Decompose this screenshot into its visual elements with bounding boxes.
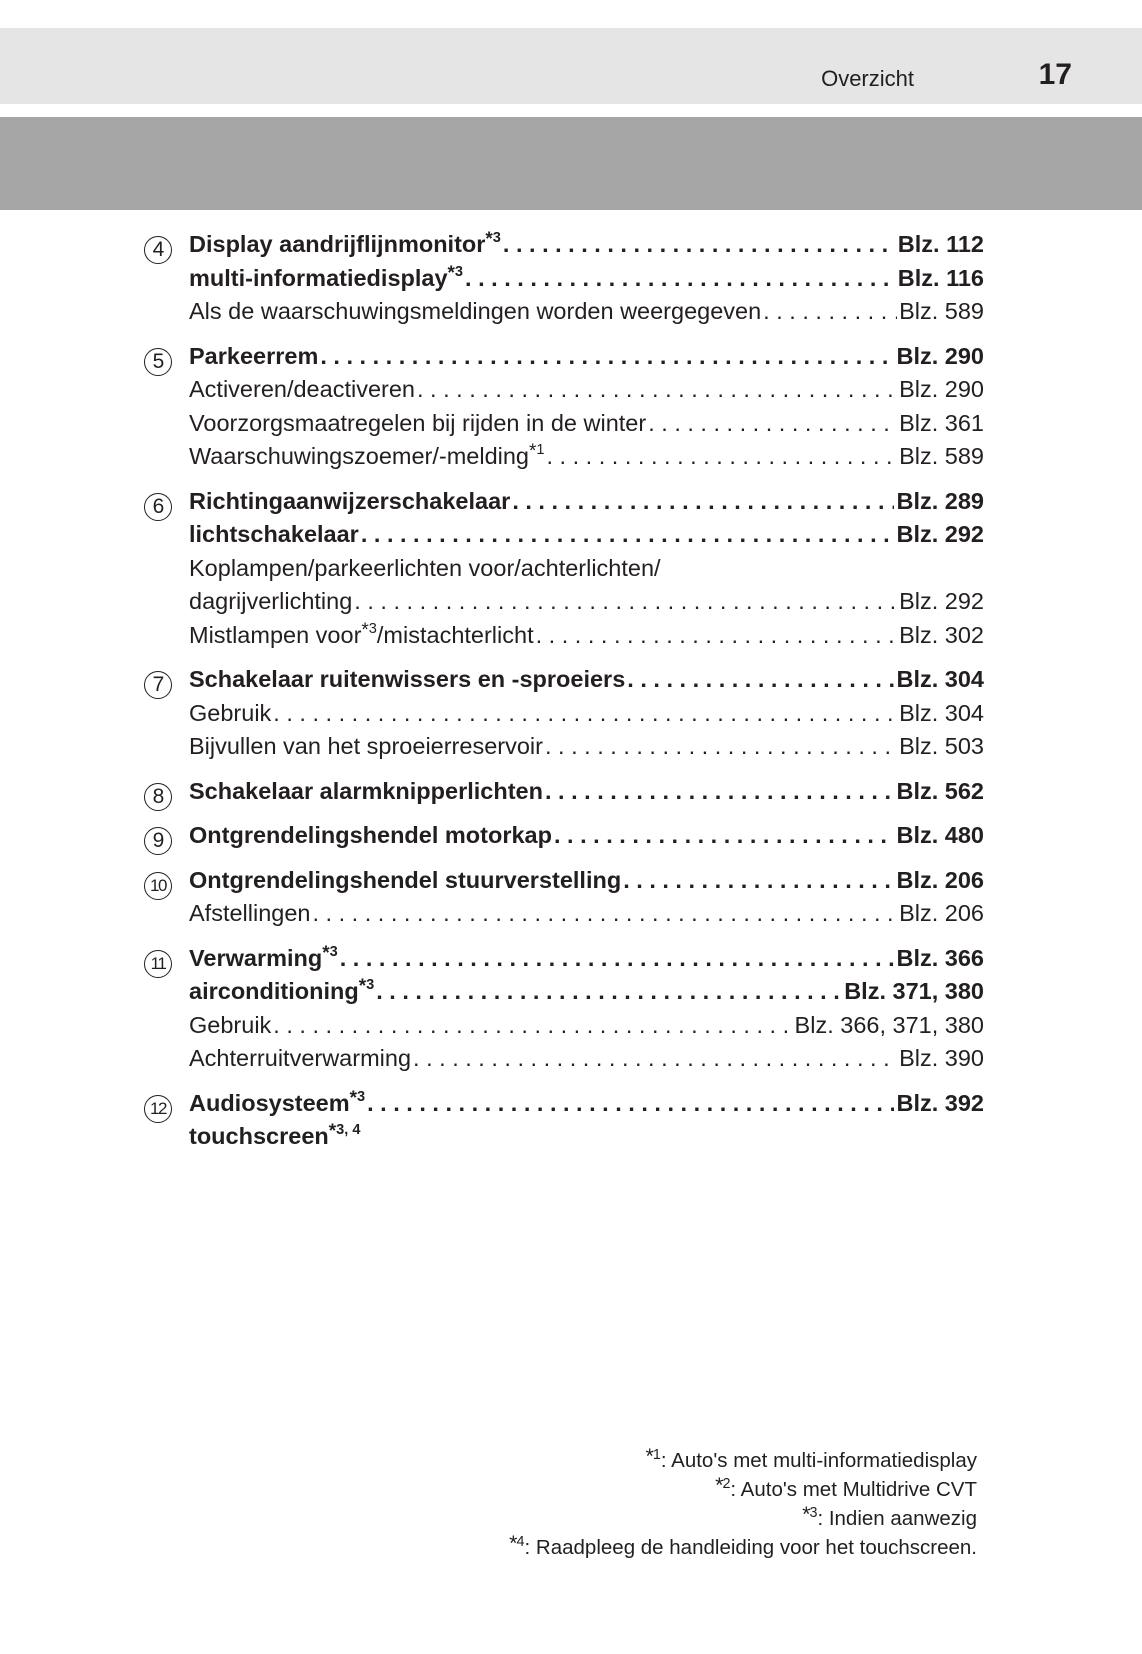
index-subentry [189, 585, 984, 619]
footnote-ref-number: 3, 4 [336, 1122, 361, 1138]
index-entry [189, 864, 984, 898]
index-group [144, 864, 984, 931]
dot-leader [627, 663, 894, 697]
entry-label [189, 775, 543, 809]
dot-leader [465, 262, 896, 296]
entry-label [189, 585, 352, 619]
index-entry [189, 485, 984, 519]
item-number-badge: 9 [144, 827, 172, 855]
entry-text: Gebruik [189, 1011, 272, 1038]
page-reference: Blz. 292 [899, 588, 984, 614]
entry-label [189, 897, 311, 931]
entry-label [189, 518, 359, 552]
index-subentry [189, 730, 984, 764]
dot-leader [354, 585, 897, 619]
dot-leader [313, 897, 898, 931]
entry-text: dagrijverlichting [189, 588, 353, 614]
footnote-ref [361, 619, 377, 641]
footnotes [509, 1446, 977, 1562]
page-reference: Blz. 304 [899, 699, 984, 726]
page-reference: Blz. 304 [896, 666, 984, 692]
entry-label [189, 819, 552, 853]
entry-label [189, 262, 463, 296]
item-number-badge: 12 [144, 1095, 172, 1123]
page-reference: Blz. 589 [899, 298, 984, 324]
page-reference: Blz. 589 [899, 443, 984, 469]
page-reference: Blz. 390 [899, 1045, 984, 1071]
dot-leader [554, 819, 894, 853]
entry-text: lichtschakelaar [189, 521, 359, 547]
entry-text: Achterruitverwarming [189, 1045, 412, 1071]
footnote-mark [645, 1444, 661, 1468]
footnote-mark-number: 1 [652, 1447, 661, 1463]
entry-label [189, 730, 543, 764]
page-reference: Blz. 361 [899, 409, 984, 436]
page-reference: Blz. 292 [896, 521, 984, 547]
item-number-badge: 4 [144, 236, 172, 264]
page-reference: Blz. 366, 371, 380 [794, 1011, 984, 1038]
dot-leader [503, 228, 896, 262]
asterisk-symbol: * [802, 1502, 811, 1526]
index-subentry [189, 1042, 984, 1076]
index-entry [189, 942, 984, 976]
footnote-ref-number: 1 [536, 442, 545, 458]
entry-label [189, 619, 534, 653]
footnote-ref-number: 3 [368, 620, 377, 637]
entry-text: Verwarming [189, 944, 323, 971]
asterisk-symbol: * [485, 229, 493, 250]
dot-leader [340, 942, 895, 976]
asterisk-symbol: * [447, 262, 455, 284]
item-number-badge: 11 [144, 950, 172, 978]
entry-text: Richtingaanwijzerschakelaar [189, 487, 511, 514]
page-reference: Blz. 206 [899, 900, 984, 926]
entry-text: Activeren/deactiveren [189, 376, 415, 402]
entry-text: Afstellingen [189, 900, 311, 926]
page-reference: Blz. 392 [896, 1089, 984, 1116]
footnote [509, 1475, 977, 1504]
index-group [144, 1087, 984, 1154]
footnote-ref [358, 976, 375, 997]
page-reference: Blz. 290 [899, 376, 984, 402]
index-group [144, 663, 984, 764]
entry-label [189, 340, 318, 374]
index-subentry [189, 295, 984, 329]
footnote-ref [328, 1121, 361, 1142]
dot-leader [623, 864, 894, 898]
index-entry [189, 228, 984, 262]
entry-text: Mistlampen voor [189, 621, 362, 648]
footnote-mark-number: 2 [722, 1476, 731, 1492]
entry-label [189, 697, 271, 731]
entry-text: Ontgrendelingshendel motorkap [189, 822, 552, 848]
section-title: Overzicht [821, 66, 914, 91]
entry-text: Gebruik [189, 699, 272, 726]
page-reference: Blz. 562 [896, 777, 984, 804]
entry-text: Bijvullen van het sproeierreservoir [189, 733, 543, 759]
entry-label [189, 1009, 271, 1043]
page-number: 17 [1038, 58, 1072, 91]
header-bar [0, 28, 1142, 104]
index-entry [189, 262, 984, 296]
entry-text: Parkeerrem [189, 342, 319, 369]
entry-label [189, 1087, 365, 1121]
entry-text: Display aandrijflijnmonitor [189, 231, 486, 257]
page-reference: Blz. 302 [899, 621, 984, 648]
asterisk-symbol: * [328, 1121, 337, 1142]
dot-leader [376, 975, 842, 1009]
index-entry [189, 775, 984, 809]
index-entry [189, 663, 984, 697]
dot-leader [512, 485, 894, 519]
entry-label [189, 864, 621, 898]
page-reference: Blz. 366 [896, 944, 984, 971]
footnote-text: : Indien aanwezig [817, 1507, 977, 1530]
index-group [144, 775, 984, 809]
footnote-ref [447, 262, 464, 284]
index-entry [189, 1120, 984, 1154]
footnote-mark [802, 1502, 818, 1526]
page-reference: Blz. 290 [896, 342, 984, 369]
dot-leader [273, 1009, 792, 1043]
footnote-ref [349, 1087, 366, 1109]
item-number-badge: 5 [144, 348, 172, 376]
dot-leader [413, 1042, 897, 1076]
footnote-mark [509, 1531, 525, 1555]
footnote-ref-number: 3 [366, 977, 375, 993]
footnote [509, 1533, 977, 1562]
page-reference: Blz. 112 [897, 231, 984, 257]
asterisk-symbol: * [322, 942, 330, 964]
page-reference: Blz. 503 [899, 733, 984, 759]
entry-label [189, 228, 501, 262]
page-reference: Blz. 116 [897, 264, 984, 291]
entry-label [189, 552, 661, 586]
index-subentry [189, 407, 984, 441]
entry-text: Ontgrendelingshendel stuurverstelling [189, 866, 622, 893]
dot-leader [273, 697, 897, 731]
footnote-text: : Auto's met Multidrive CVT [730, 1478, 977, 1501]
index-group [144, 485, 984, 653]
asterisk-symbol: * [509, 1531, 518, 1555]
entry-label [189, 663, 625, 697]
dot-leader [545, 730, 897, 764]
footnote-ref [485, 229, 501, 250]
header-band [0, 117, 1142, 210]
dot-leader [547, 440, 898, 474]
index-subentry [189, 1009, 984, 1043]
entry-label [189, 1042, 411, 1076]
footnote-text: : Raadpleeg de handleiding voor het touchscreen. [524, 1536, 977, 1559]
index-subentry [189, 619, 984, 653]
index-entry [189, 1087, 984, 1121]
index-list [144, 228, 984, 1165]
entry-text: Schakelaar alarmknipperlichten [189, 777, 543, 804]
footnote-ref-number: 3 [357, 1088, 366, 1105]
index-entry [189, 340, 984, 374]
index-group [144, 819, 984, 853]
dot-leader [367, 1087, 894, 1121]
dot-leader [648, 407, 897, 441]
index-group [144, 942, 984, 1076]
entry-label [189, 407, 646, 441]
page-reference: Blz. 371, 380 [844, 978, 984, 1004]
dot-leader [545, 775, 895, 809]
footnote [509, 1446, 977, 1475]
dot-leader [361, 518, 895, 552]
index-subentry [189, 697, 984, 731]
footnote-ref-number: 3 [454, 263, 464, 280]
index-entry [189, 518, 984, 552]
page-reference: Blz. 289 [896, 487, 984, 514]
entry-label [189, 975, 374, 1009]
entry-text: Als de waarschuwingsmeldingen worden weergegeven [189, 298, 762, 324]
index-subentry [189, 552, 984, 586]
dot-leader [763, 295, 897, 329]
entry-label [189, 440, 545, 474]
item-number-badge: 8 [144, 783, 172, 811]
item-number-badge: 10 [144, 872, 172, 900]
footnote-ref [529, 441, 545, 462]
index-subentry [189, 440, 984, 474]
entry-label [189, 485, 510, 519]
footnote-ref-number: 3 [329, 943, 338, 960]
entry-text: Voorzorgsmaatregelen bij rijden in de winter [189, 409, 647, 436]
entry-text: touchscreen [189, 1123, 329, 1149]
entry-text: Waarschuwingszoemer/-melding [189, 443, 530, 469]
asterisk-symbol: * [361, 619, 369, 641]
index-entry [189, 819, 984, 853]
entry-text: Koplampen/parkeerlichten voor/achterlichten/ [189, 554, 661, 581]
footnote [509, 1504, 977, 1533]
footnote-mark [715, 1473, 731, 1497]
asterisk-symbol: * [529, 441, 537, 462]
index-entry [189, 975, 984, 1009]
asterisk-symbol: * [645, 1444, 654, 1468]
index-subentry [189, 373, 984, 407]
footnote-ref-number: 3 [492, 230, 501, 246]
entry-label [189, 1120, 360, 1154]
footnote-text: : Auto's met multi-informatiedisplay [660, 1449, 977, 1472]
dot-leader [417, 373, 897, 407]
entry-text: Schakelaar ruitenwissers en -sproeiers [189, 666, 626, 692]
item-number-badge: 7 [144, 671, 172, 699]
entry-text-suffix: /mistachterlicht [376, 621, 534, 648]
entry-text: airconditioning [189, 978, 359, 1004]
entry-label [189, 295, 761, 329]
page-reference: Blz. 480 [896, 822, 984, 848]
dot-leader [536, 619, 897, 653]
footnote-mark-number: 3 [809, 1505, 818, 1521]
index-subentry [189, 897, 984, 931]
dot-leader [320, 340, 894, 374]
entry-text: Audiosysteem [189, 1089, 350, 1116]
footnote-mark-number: 4 [516, 1534, 525, 1550]
asterisk-symbol: * [349, 1087, 358, 1109]
index-group [144, 340, 984, 474]
item-number-badge: 6 [144, 493, 172, 521]
entry-label [189, 942, 338, 976]
index-group [144, 228, 984, 329]
asterisk-symbol: * [358, 976, 367, 997]
entry-text: multi-informatiedisplay [189, 264, 448, 291]
footnote-ref [322, 942, 338, 964]
entry-label [189, 373, 415, 407]
page-reference: Blz. 206 [896, 866, 984, 893]
asterisk-symbol: * [715, 1473, 724, 1497]
